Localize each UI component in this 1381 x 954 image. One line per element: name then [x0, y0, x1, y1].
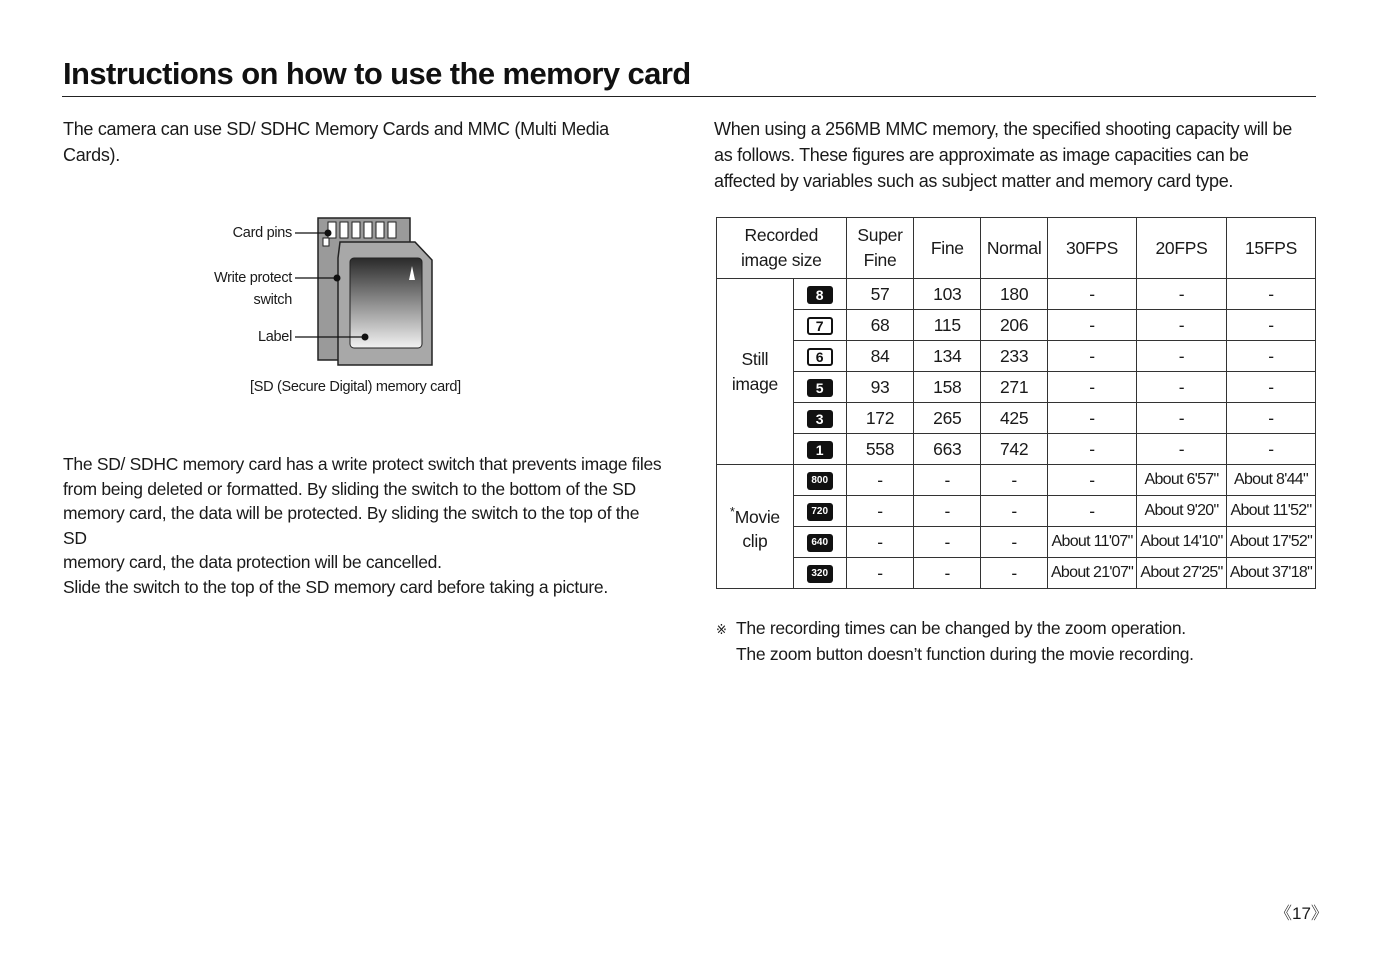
table-row: [717, 558, 1316, 589]
table-cell: 158: [914, 372, 981, 403]
table-cell: 265: [914, 403, 981, 434]
image-size-640-icon: 640: [807, 534, 833, 552]
intro-paragraph: The camera can use SD/ SDHC Memory Cards and MMC (Multi Media Cards).: [63, 119, 609, 165]
table-cell: -: [1048, 403, 1137, 434]
table-cell: About 27'25": [1137, 558, 1227, 589]
image-size-8-icon: 8: [807, 286, 833, 304]
table-cell: -: [1048, 372, 1137, 403]
size-icon-cell: [793, 372, 846, 403]
table-row: [717, 496, 1316, 527]
table-cell: -: [1137, 372, 1227, 403]
table-cell: About 11'07": [1048, 527, 1137, 558]
table-cell: -: [914, 496, 981, 527]
table-cell: -: [981, 527, 1048, 558]
header-cell: 20FPS: [1137, 218, 1227, 279]
table-cell: About 9'20": [1137, 496, 1227, 527]
table-cell: 84: [846, 341, 914, 372]
movie-label: Movie clip: [734, 506, 780, 552]
size-icon-cell: [793, 341, 846, 372]
table-cell: About 11'52": [1226, 496, 1315, 527]
table-row: [717, 279, 1316, 310]
table-cell: -: [1048, 465, 1137, 496]
note-mark: ※: [716, 622, 727, 637]
size-icon-cell: [793, 310, 846, 341]
table-cell: About 21'07": [1048, 558, 1137, 589]
table-cell: -: [1137, 403, 1227, 434]
table-row: [717, 403, 1316, 434]
title-divider: [62, 96, 1316, 97]
table-cell: -: [846, 465, 914, 496]
label-callout: Label: [258, 329, 292, 345]
table-cell: About 6'57": [1137, 465, 1227, 496]
page-number: 《17》: [1275, 904, 1328, 923]
table-body: [717, 279, 1316, 589]
movie-asterisk: *: [729, 503, 735, 519]
header-cell: Normal: [981, 218, 1048, 279]
write-protect-label: Write protect switch: [213, 270, 292, 308]
table-cell: -: [1048, 496, 1137, 527]
table-cell: 271: [981, 372, 1048, 403]
header-cell: Recorded image size: [717, 218, 847, 279]
table-header-row: [717, 218, 1316, 279]
diagram-caption: [SD (Secure Digital) memory card]: [250, 379, 461, 395]
image-size-7-icon: 7: [807, 317, 833, 335]
table-cell: -: [1048, 434, 1137, 465]
table-cell: 134: [914, 341, 981, 372]
table-cell: -: [1048, 341, 1137, 372]
write-protect-paragraph: The SD/ SDHC memory card has a write protect switch that prevents image files from being deleted or formatted. By sliding the switch to the bottom of the SD memory card, the data will be protected. By sliding the switch to the top of the SD memory card, the data protection will be cancelled. Slide the switch to the top of the SD memory card before taking a picture.: [63, 454, 662, 597]
note-line-2: The zoom button doesn’t function during the movie recording.: [736, 644, 1194, 664]
image-size-5-icon: 5: [807, 379, 833, 397]
table-cell: About 14'10": [1137, 527, 1227, 558]
table-cell: -: [981, 496, 1048, 527]
table-cell: -: [914, 558, 981, 589]
table-cell: 233: [981, 341, 1048, 372]
table-row: [717, 372, 1316, 403]
table-cell: -: [846, 527, 914, 558]
category-movie-clip: [717, 465, 794, 589]
table-cell: 115: [914, 310, 981, 341]
header-cell: Fine: [914, 218, 981, 279]
card-pins-label: Card pins: [232, 225, 292, 241]
table-cell: -: [1137, 434, 1227, 465]
table-cell: 68: [846, 310, 914, 341]
header-cell: Super Fine: [846, 218, 914, 279]
table-cell: -: [1226, 403, 1315, 434]
table-cell: 425: [981, 403, 1048, 434]
table-cell: -: [1226, 372, 1315, 403]
table-cell: -: [1048, 279, 1137, 310]
size-icon-cell: [793, 434, 846, 465]
table-cell: -: [981, 465, 1048, 496]
size-icon-cell: [793, 279, 846, 310]
table-cell: -: [846, 558, 914, 589]
table-cell: About 17'52": [1226, 527, 1315, 558]
image-size-720-icon: 720: [807, 503, 833, 521]
table-cell: 742: [981, 434, 1048, 465]
table-row: [717, 341, 1316, 372]
size-icon-cell: [793, 496, 846, 527]
table-cell: 103: [914, 279, 981, 310]
table-cell: 172: [846, 403, 914, 434]
header-cell: 15FPS: [1226, 218, 1315, 279]
note-line-1: The recording times can be changed by the zoom operation.: [736, 618, 1186, 638]
table-row: [717, 310, 1316, 341]
table-cell: -: [1137, 279, 1227, 310]
table-cell: -: [1226, 279, 1315, 310]
table-row: [717, 465, 1316, 496]
image-size-1-icon: 1: [807, 441, 833, 459]
table-cell: -: [914, 465, 981, 496]
size-icon-cell: [793, 465, 846, 496]
table-cell: 93: [846, 372, 914, 403]
image-size-800-icon: 800: [807, 472, 833, 490]
header-cell: 30FPS: [1048, 218, 1137, 279]
size-icon-cell: [793, 527, 846, 558]
table-cell: -: [981, 558, 1048, 589]
image-size-6-icon: 6: [807, 348, 833, 366]
table-cell: About 37'18": [1226, 558, 1315, 589]
table-cell: 663: [914, 434, 981, 465]
table-cell: -: [1048, 310, 1137, 341]
table-cell: -: [846, 496, 914, 527]
table-cell: 180: [981, 279, 1048, 310]
table-row: [717, 527, 1316, 558]
mmc-intro-paragraph: When using a 256MB MMC memory, the specified shooting capacity will be as follows. These figures are approximate as image capacities can be affected by variables such as subject matter and memory card type.: [714, 119, 1292, 191]
image-size-320-icon: 320: [807, 565, 833, 583]
table-cell: 558: [846, 434, 914, 465]
table-cell: About 8'44": [1226, 465, 1315, 496]
table-row: [717, 434, 1316, 465]
table-cell: -: [1137, 310, 1227, 341]
size-icon-cell: [793, 558, 846, 589]
table-cell: 57: [846, 279, 914, 310]
table-cell: -: [1226, 434, 1315, 465]
table-cell: 206: [981, 310, 1048, 341]
page-title: Instructions on how to use the memory card: [63, 56, 691, 91]
recording-note: [716, 616, 1194, 667]
capacity-table: [716, 217, 1316, 589]
category-still-image: Still image: [717, 279, 794, 465]
table-cell: -: [1137, 341, 1227, 372]
table-cell: -: [914, 527, 981, 558]
image-size-3-icon: 3: [807, 410, 833, 428]
table-cell: -: [1226, 341, 1315, 372]
size-icon-cell: [793, 403, 846, 434]
table-cell: -: [1226, 310, 1315, 341]
